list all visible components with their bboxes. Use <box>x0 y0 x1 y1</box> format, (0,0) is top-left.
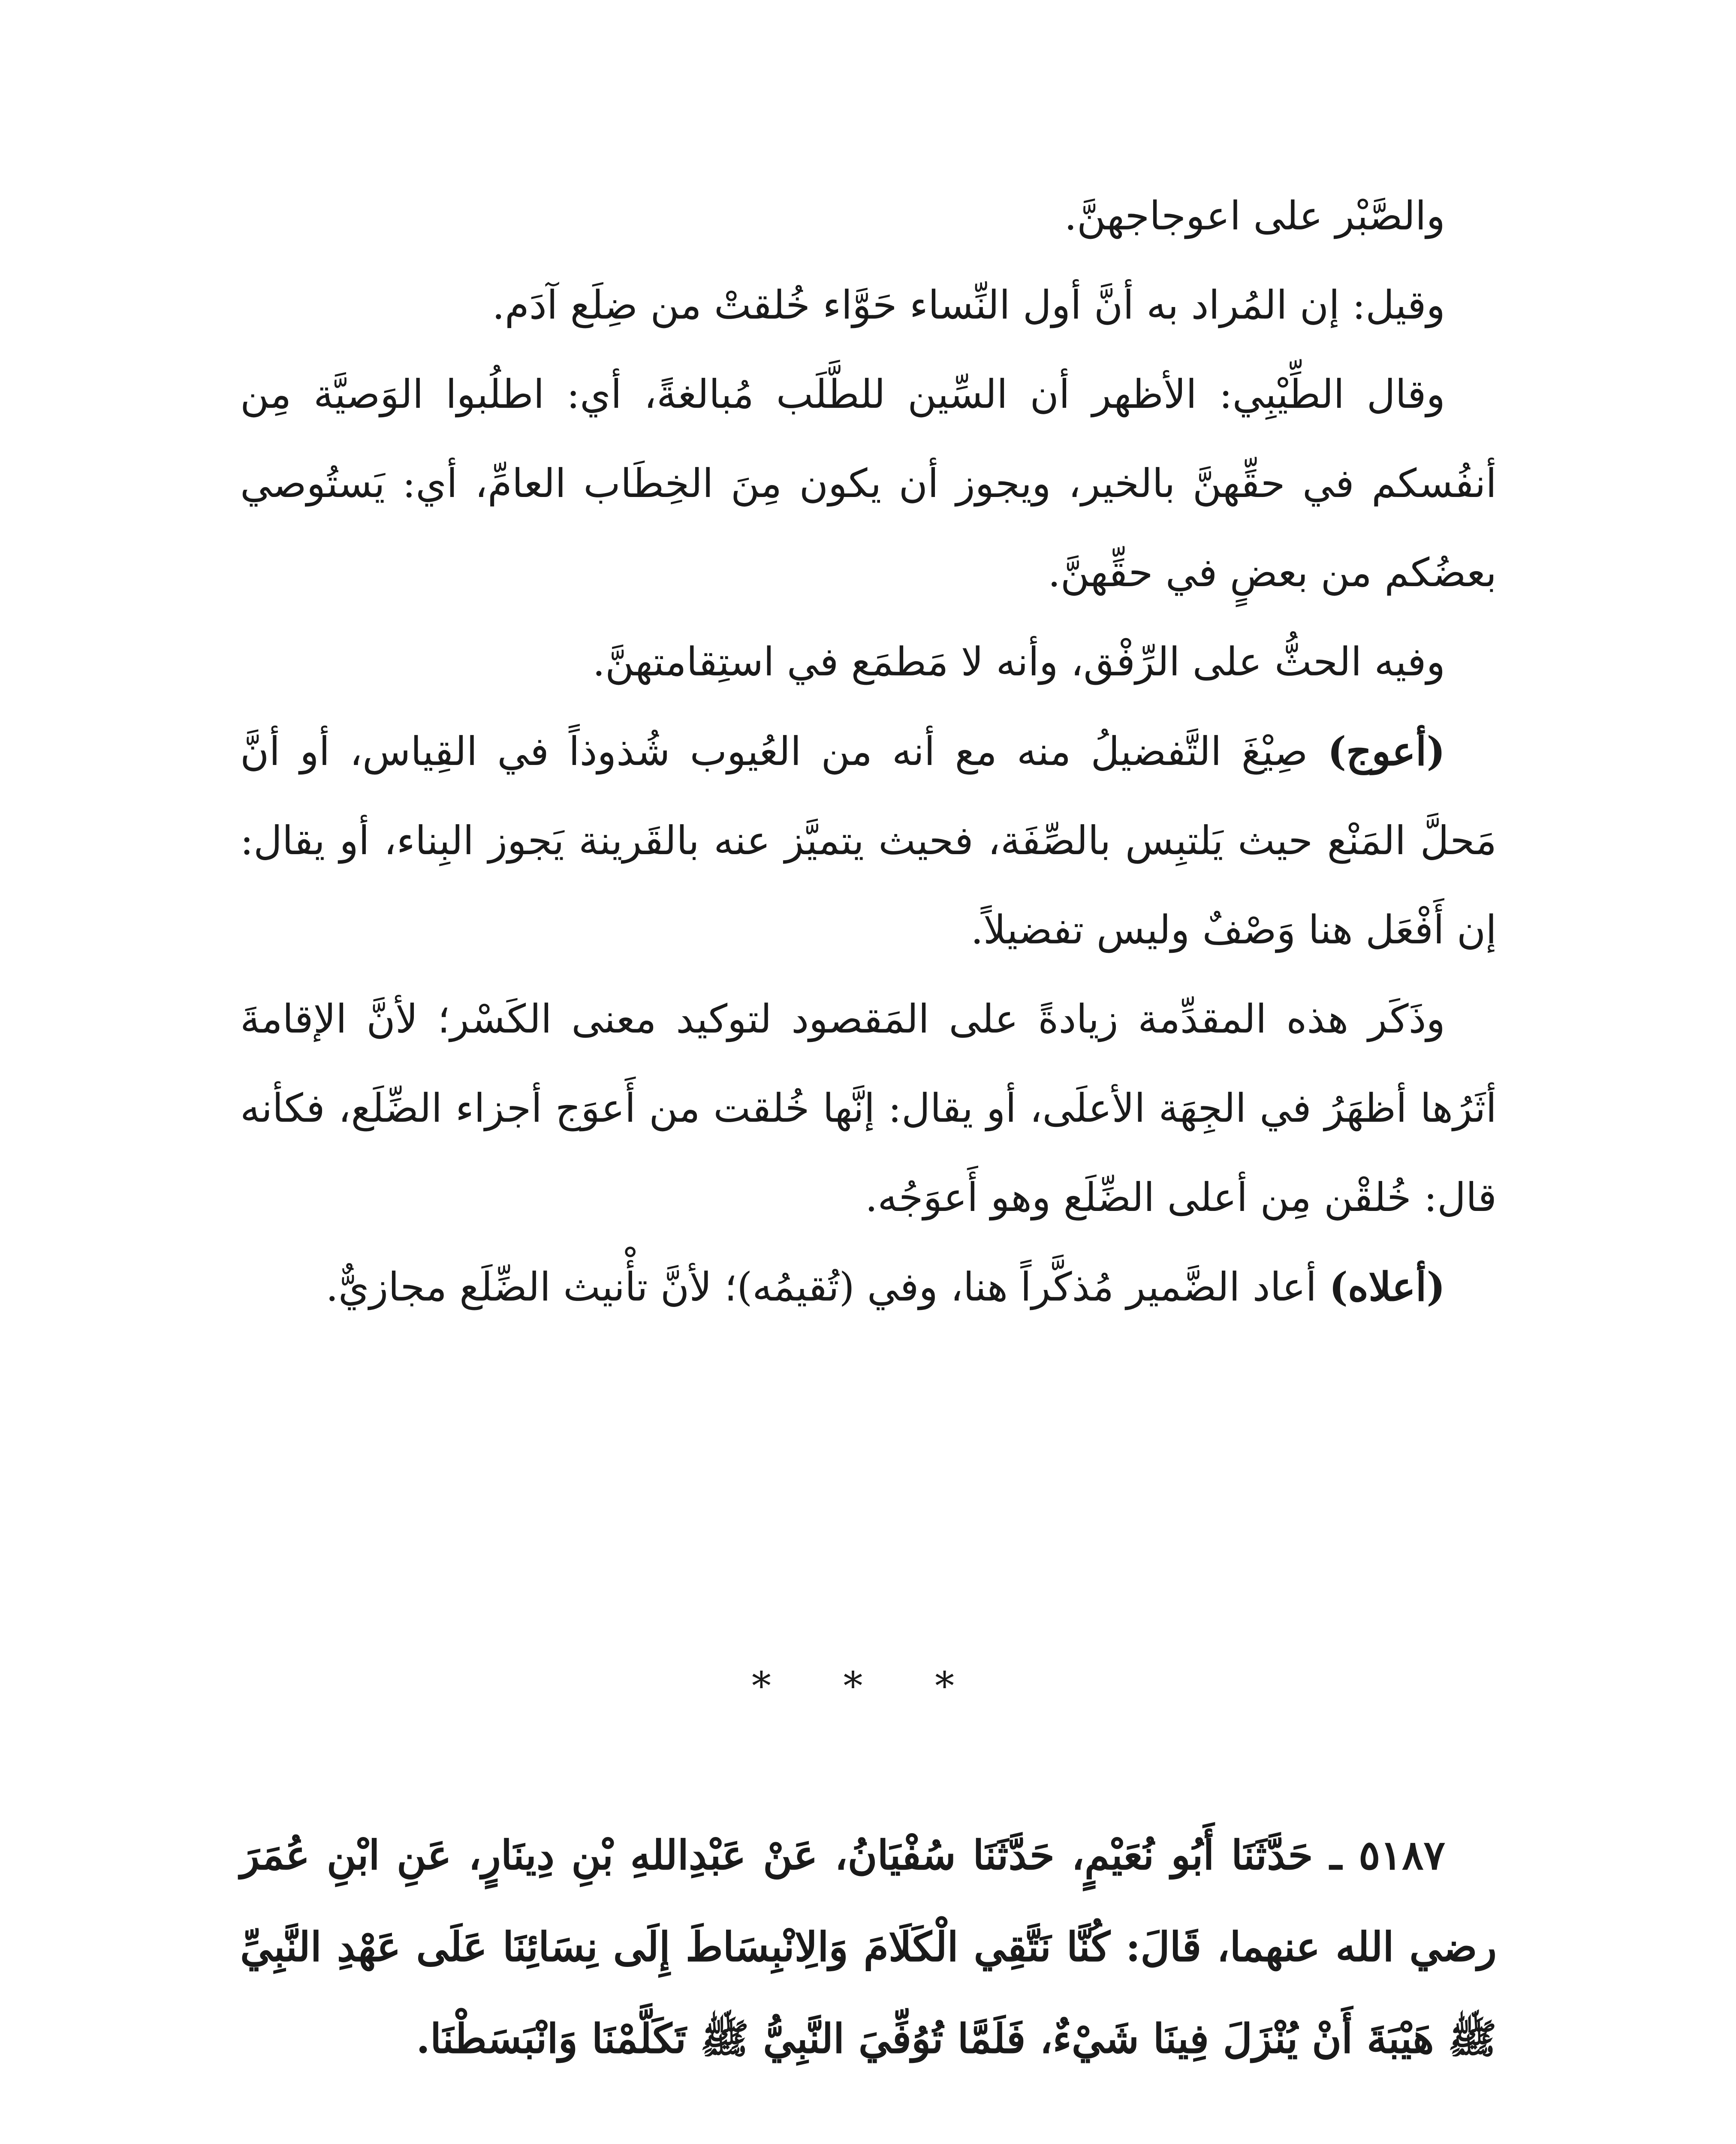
commentary-paragraph-4: وفيه الحثُّ على الرِّفْق، وأنه لا مَطمَع في استِقامتهنَّ. <box>592 639 1445 685</box>
commentary-paragraph-7 <box>240 1242 1497 1332</box>
commentary-paragraph-5-text: صِيْغَ التَّفضيلُ منه مع أنه من العُيوب شُذوذاً في القِياس، أو أنَّ مَحلَّ المَنْع حيث يَلتبِس بالصِّفَة، فحيث يتميَّز عنه بالقَرينة يَجوز البِناء، أو يقال: إن أَفْعَل هنا وَصْفٌ وليس تفضيلاً. <box>240 729 1497 953</box>
hadith-section <box>240 1810 1497 2085</box>
commentary-paragraph-2: وقيل: إن المُراد به أنَّ أول النِّساء حَوَّاء خُلقتْ من ضِلَع آدَم. <box>492 282 1445 328</box>
commentary-paragraph-5 <box>240 707 1497 975</box>
lemma-awwaj: (أعوج) <box>1327 728 1445 774</box>
commentary-paragraph-1: والصَّبْر على اعوجاجهنَّ. <box>1064 193 1445 239</box>
section-separator: * * * <box>751 1664 985 1709</box>
lemma-alahu: (أعلاه) <box>1329 1264 1445 1310</box>
commentary-paragraph-7-text: أعاد الضَّمير مُذكَّراً هنا، وفي (تُقيمُه)؛ لأنَّ تأْنيث الضِّلَع مجازيٌّ. <box>326 1264 1329 1310</box>
hadith-text: ٥١٨٧ ـ حَدَّثَنَا أَبُو نُعَيْمٍ، حَدَّثَنَا سُفْيَانُ، عَنْ عَبْدِاللهِ بْنِ دِينَارٍ، عَنِ ابْنِ عُمَرَ رضي الله عنهما، قَالَ: كُنَّا نَتَّقِي الْكَلَامَ وَالِانْبِسَاطَ إِلَى نِسَائِنَا عَلَى عَهْدِ النَّبِيِّ ﷺ هَيْبَةَ أَنْ يُنْزَلَ فِينَا شَيْءٌ، فَلَمَّا تُوُفِّيَ النَّبِيُّ ﷺ تَكَلَّمْنَا وَانْبَسَطْنَا. <box>240 1832 1497 2063</box>
commentary-section <box>240 172 1497 1332</box>
commentary-paragraph-3: وقال الطِّيْبِي: الأظهر أن السِّين للطَّلَب مُبالغةً، أي: اطلُبوا الوَصيَّة مِن أنفُسكم في حقِّهنَّ بالخير، ويجوز أن يكون مِنَ الخِطَاب العامِّ، أي: يَستُوصي بعضُكم من بعضٍ في حقِّهنَّ. <box>240 371 1497 596</box>
commentary-paragraph-6: وذَكَر هذه المقدِّمة زيادةً على المَقصود لتوكيد معنى الكَسْر؛ لأنَّ الإقامةَ أثَرُها أظهَرُ في الجِهَة الأعلَى، أو يقال: إنَّها خُلقت من أَعوَج أجزاء الضِّلَع، فكأنه قال: خُلقْن مِن أعلى الضِّلَع وهو أَعوَجُه. <box>240 996 1497 1220</box>
